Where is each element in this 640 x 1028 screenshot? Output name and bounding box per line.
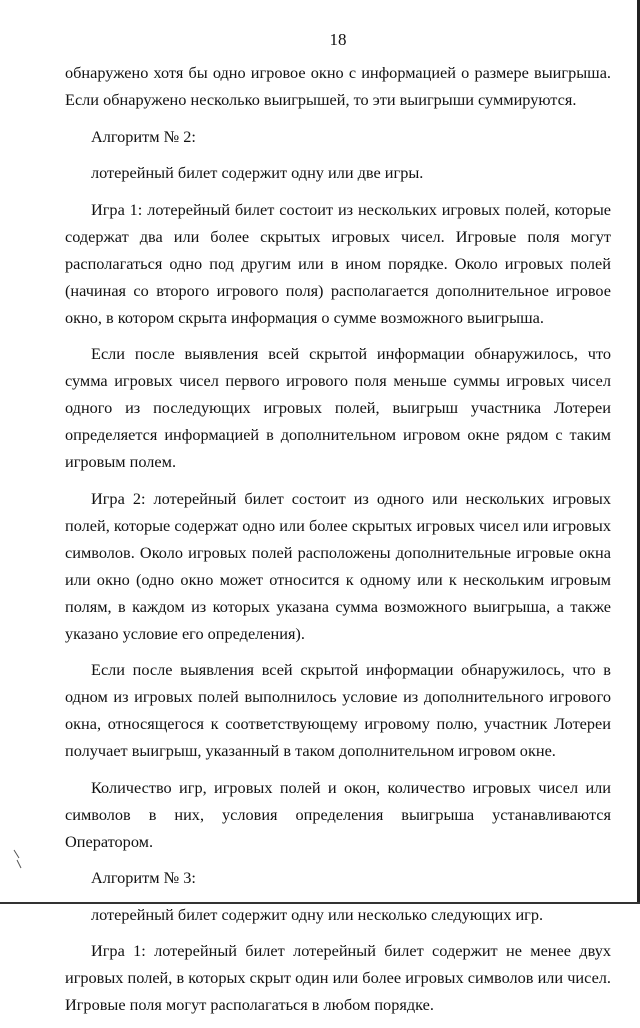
document-body	[65, 59, 611, 1028]
paragraph: лотерейный билет содержит одну или несколько следующих игр.	[91, 904, 544, 924]
paragraph: Игра 1: лотерейный билет лотерейный билет содержит не менее двух игровых полей, в которых скрыт один или более игровых символов или чисел. Игровые поля могут располагаться в любом порядке.	[65, 941, 611, 1014]
algorithm-heading: Алгоритм № 3:	[91, 868, 196, 887]
paragraph: Игра 1: лотерейный билет состоит из нескольких игровых полей, которые содержат два или более скрытых игровых чисел. Игровые поля могут располагаться одно под другим или в ином порядке. Около игровых полей (начиная со второго игрового поля) располагается дополнительное игровое окно, в котором скрыта информация о сумме возможного выигрыша.	[65, 199, 611, 327]
page-number: 18	[329, 30, 347, 49]
paragraph: Игра 2: лотерейный билет состоит из одного или нескольких игровых полей, которые содержат одно или более скрытых игровых чисел или игровых символов. Около игровых полей расположены дополнительные игровые окна или окно (одно окно может относится к одному или к нескольким игровым полям, в каждом из которых указана сумма возможного выигрыша, а также указано условие его определения).	[65, 488, 611, 643]
algorithm-heading: Алгоритм № 2:	[91, 126, 196, 146]
paragraph: обнаружено хотя бы одно игровое окно с информацией о размере выигрыша. Если обнаружено несколько выигрышей, то эти выигрыши суммируются.	[65, 63, 611, 109]
paragraph: Количество игр, игровых полей и окон, количество игровых чисел или символов в них, условия определения выигрыша устанавливаются Оператором.	[65, 777, 611, 851]
paragraph: Если после выявления всей скрытой информации обнаружилось, что в одном из игровых полей выполнилось условие из дополнительного игрового окна, относящегося к соответствующему игровому полю, участник Лотереи получает выигрыш, указанный в таком дополнительном игровом окне.	[65, 660, 611, 760]
scan-artifact-mark	[12, 848, 26, 870]
paragraph: Если после выявления всей скрытой информации обнаружилось, что сумма игровых чисел первого игрового поля меньше суммы игровых чисел одного из последующих игровых полей, выигрыш участника Лотереи определяется информацией в дополнительном игровом окне рядом с таким игровым полем.	[65, 344, 611, 471]
paragraph: лотерейный билет содержит одну или две игры.	[91, 163, 424, 182]
